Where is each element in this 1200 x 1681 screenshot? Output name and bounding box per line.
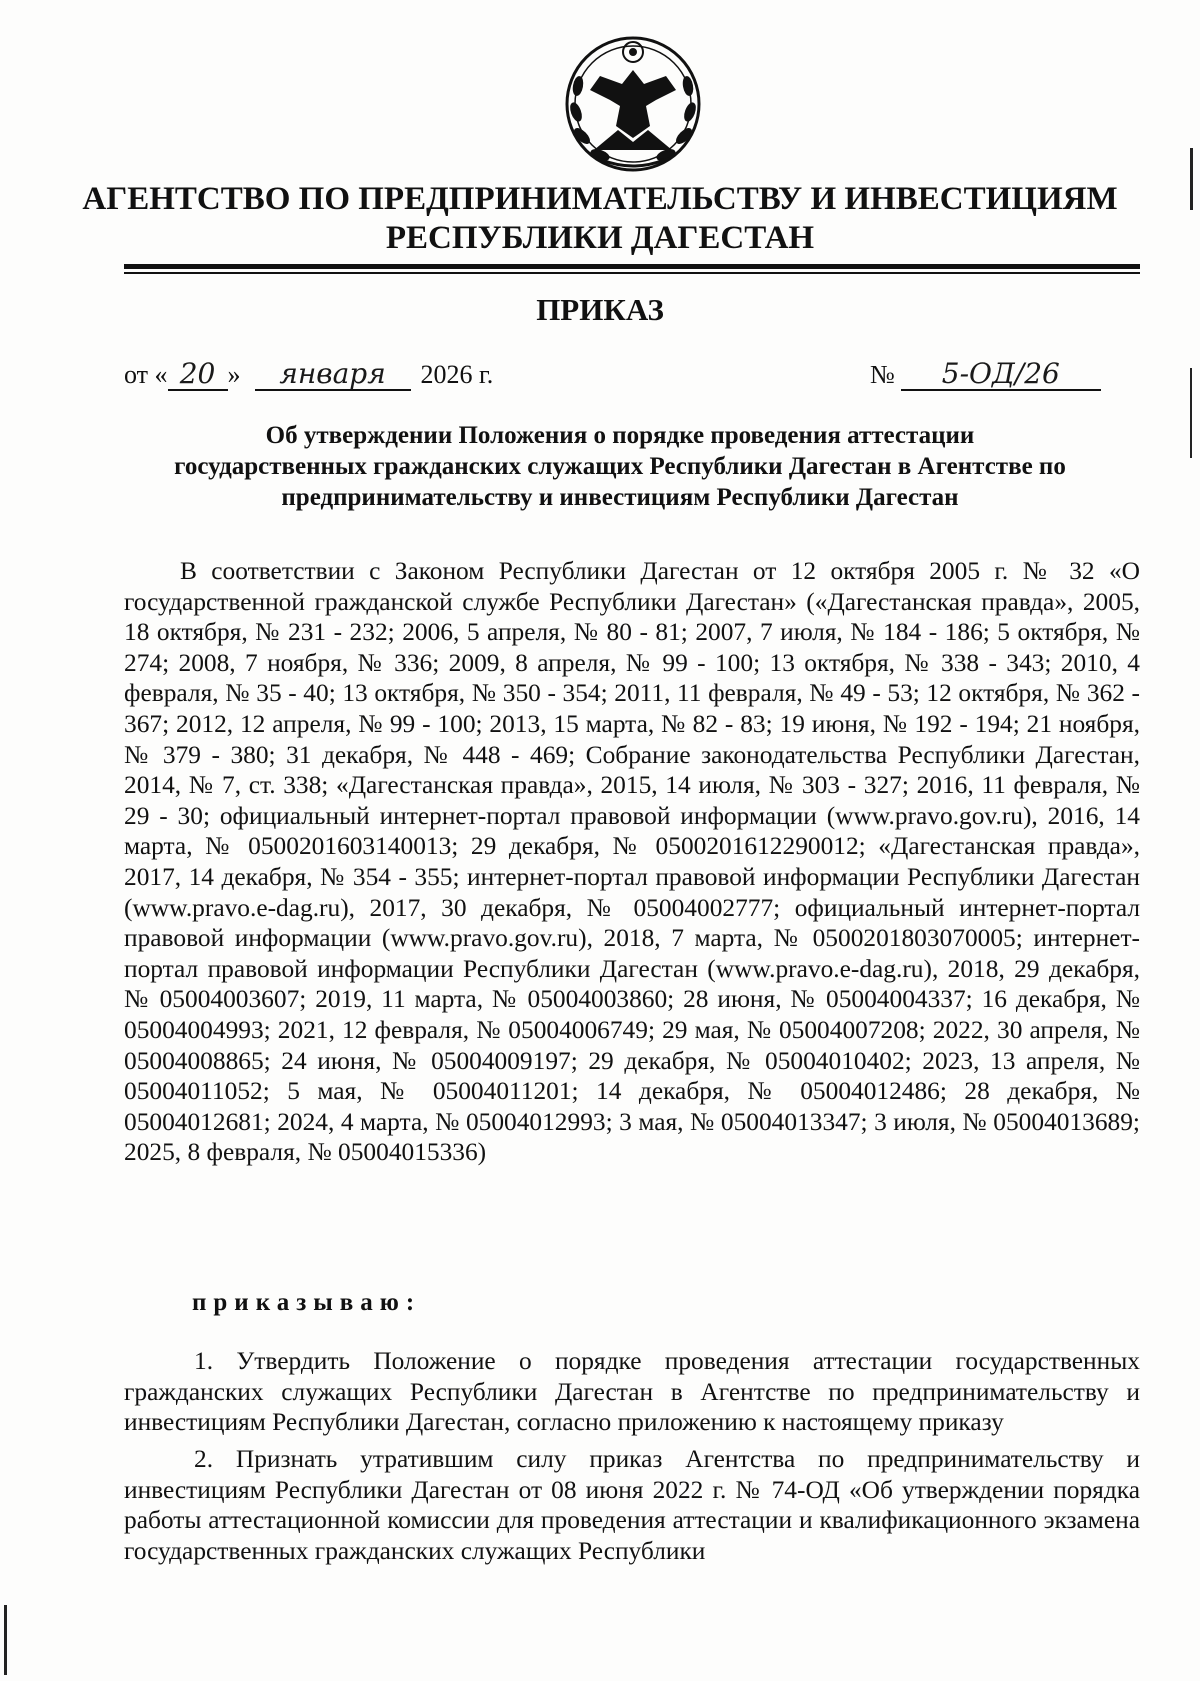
- scan-artifact-left: [4, 1605, 7, 1675]
- preamble-paragraph: В соответствии с Законом Республики Дагестан от 12 октября 2005 г. № 32 «О государственной гражданской службе Республики Дагестан» («Дагестанская правда», 2005, 18 октября, № 231 - 232; 2006, 5 апреля, № 80 - 81; 2007, 7 июля, № 184 - 186; 5 октября, № 274; 2008, 7 ноября, № 336; 2009, 8 апреля, № 99 - 100; 13 октября, № 338 - 343; 2010, 4 февраля, № 35 - 40; 13 октября, № 350 - 354; 2011, 11 февраля, № 49 - 53; 12 октября, № 362 - 367; 2012, 12 апреля, № 99 - 100; 2013, 15 марта, № 82 - 83; 19 июня, № 192 - 194; 21 ноября, № 379 - 380; 31 декабря, № 448 - 469; Собрание законодательства Республики Дагестан, 2014, № 7, ст. 338; «Дагестанская правда», 2015, 14 июля, № 303 - 327; 2016, 11 февраля, № 29 - 30; официальный интернет-портал правовой информации (www.pravo.gov.ru), 2016, 14 марта, № 0500201603140013; 29 декабря, № 0500201612290012; «Дагестанская правда», 2017, 14 декабря, № 354 - 355; интернет-портал правовой информации Республики Дагестан (www.pravo.e-dag.ru), 2017, 30 декабря, № 05004002777; официальный интернет-портал правовой информации (www.pravo.gov.ru), 2018, 7 марта, № 0500201803070005; интернет-портал правовой информации Республики Дагестан (www.pravo.e-dag.ru), 2018, 29 декабря, № 05004003607; 2019, 11 марта, № 05004003860; 28 июня, № 05004004337; 16 декабря, № 05004004993; 2021, 12 февраля, № 05004006749; 29 мая, № 05004007208; 2022, 30 апреля, № 05004008865; 24 июня, № 05004009197; 29 декабря, № 05004010402; 2023, 13 апреля, № 05004011052; 5 мая, № 05004011201; 14 декабря, № 05004012486; 28 декабря, № 05004012681; 2024, 4 марта, № 05004012993; 3 мая, № 05004013347; 3 июля, № 05004013689; 2025, 8 февраля, № 05004015336): [124, 557, 1140, 1167]
- point-1: 1. Утвердить Положение о порядке проведения аттестации государственных гражданских служащих Республики Дагестан в Агентстве по предпринимательству и инвестициям Республики Дагестан, согласно приложению к настоящему приказу: [124, 1347, 1140, 1437]
- date-day-handwritten: 20: [168, 359, 228, 391]
- order-word: приказываю:: [192, 1289, 422, 1316]
- number-prefix: №: [870, 360, 895, 389]
- date-quote-close: »: [227, 360, 241, 389]
- point-2: 2. Признать утратившим силу приказ Агентства по предпринимательству и инвестициям Республики Дагестан от 08 июня 2022 г. № 74-ОД «Об утверждении порядка работы аттестационной комиссии для проведения аттестации и квалификационного экзамена государственных гражданских служащих Республики: [124, 1445, 1140, 1565]
- number-handwritten: 5-ОД/26: [901, 359, 1101, 391]
- order-subject: [100, 420, 1140, 513]
- subject-line-1: Об утверждении Положения о порядке проведения аттестации: [265, 422, 975, 449]
- order-number: [870, 358, 1101, 392]
- order-date: [124, 358, 493, 392]
- order-title: ПРИКАЗ: [536, 292, 664, 327]
- header-rule-thick: [124, 264, 1140, 269]
- date-prefix: от «: [124, 360, 168, 389]
- subject-line-3: предпринимательству и инвестициям Республики Дагестан: [281, 484, 959, 511]
- scan-artifact-right-2: [1190, 368, 1192, 458]
- scan-artifact-right-1: [1190, 148, 1193, 210]
- agency-header: [60, 180, 1140, 258]
- coat-of-arms-dagestan-icon: [560, 26, 706, 176]
- header-line-2: РЕСПУБЛИКИ ДАГЕСТАН: [385, 220, 815, 256]
- header-line-1: АГЕНТСТВО ПО ПРЕДПРИНИМАТЕЛЬСТВУ И ИНВЕСТИЦИЯМ: [82, 181, 1118, 217]
- subject-line-2: государственных гражданских служащих Республики Дагестан в Агентстве по: [174, 453, 1066, 480]
- date-month-handwritten: января: [255, 359, 411, 391]
- header-rule-thin: [124, 272, 1140, 274]
- date-year: 2026 г.: [420, 360, 494, 389]
